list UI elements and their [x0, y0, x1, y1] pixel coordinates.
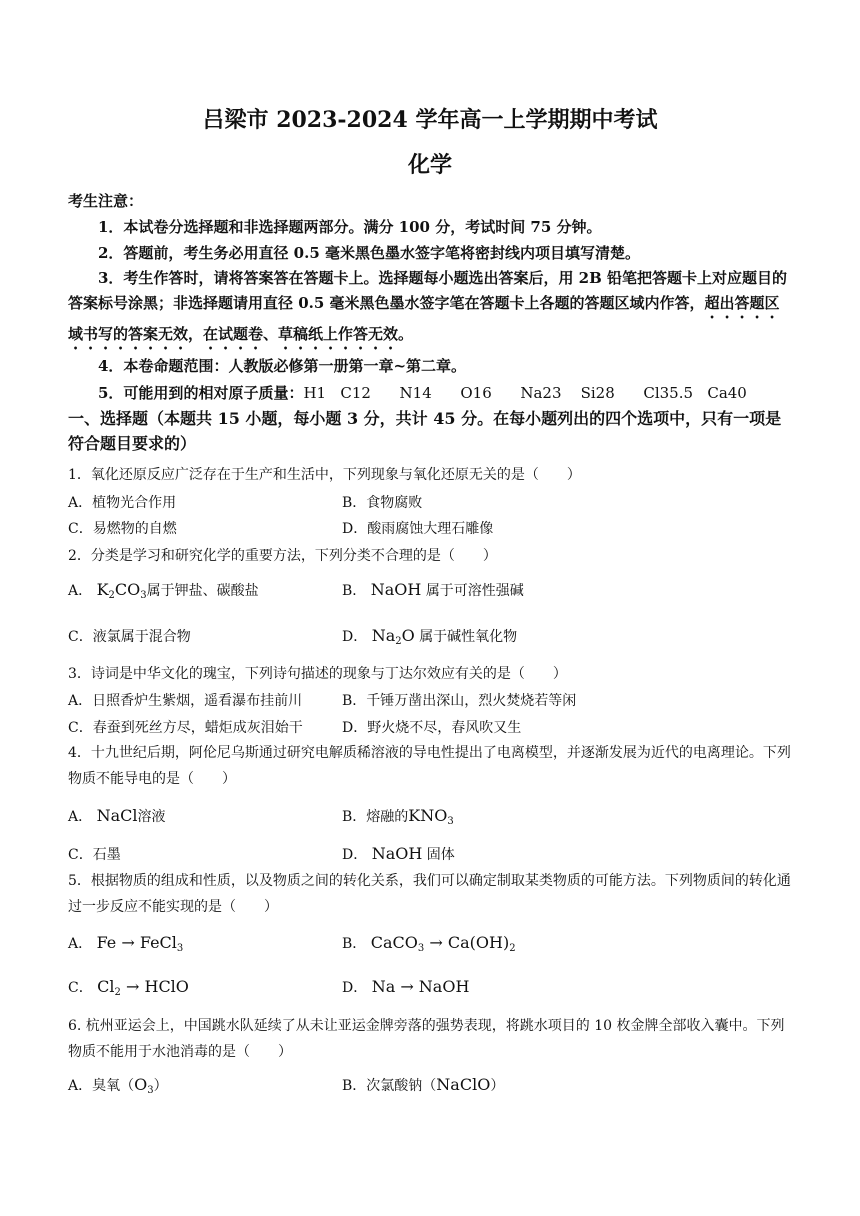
question-1-option-a: A．植物光合作用 [68, 495, 177, 511]
question-4-option-b: B．熔融的$KNO_3$ [342, 806, 454, 827]
question-3-option-a: A．日照香炉生紫烟，遥看瀑布挂前川 [68, 693, 303, 709]
question-5-stem: 5．根据物质的组成和性质，以及物质之间的转化关系，我们可以确定制取某类物质的可能方法。下列物质间的转化通过一步反应不能实现的是（ ） [68, 873, 791, 915]
question-4-option-a: A． NaCl溶液 [68, 806, 166, 825]
question-1-option-b: B．食物腐败 [342, 495, 423, 511]
question-5-option-d: D． Na → NaOH [342, 977, 470, 996]
question-2-option-b: B． NaOH 属于可溶性强碱 [342, 580, 524, 599]
notice-item-4: 4．本卷命题范围：人教版必修第一册第一章~第二章。 [98, 357, 467, 375]
question-3-option-d: D．野火烧不尽，春风吹又生 [342, 720, 522, 736]
question-6-option-a: A．臭氧$(O_3)$ [68, 1075, 168, 1096]
notice-item-5-label: 5．可能用到的相对原子质量： [98, 384, 304, 402]
question-5-option-c: C． $Cl_2$ → HClO [68, 977, 189, 998]
notice-item-5 [98, 382, 747, 403]
question-3-stem: 3．诗词是中华文化的瑰宝，下列诗句描述的现象与丁达尔效应有关的是（ ） [68, 666, 567, 682]
question-1-option-d: D．酸雨腐蚀大理石雕像 [342, 521, 494, 537]
notice-item-3-emphasis: 超出答题区域书写的答案无效，在试题卷、草稿纸上作答无效 [68, 294, 780, 343]
question-2-option-c: C．液氯属于混合物 [68, 629, 191, 645]
question-4-stem: 4．十九世纪后期，阿伦尼乌斯通过研究电解质稀溶液的导电性提出了电离模型，并逐渐发展为近代的电离理论。下列物质不能导电的是（ ） [68, 745, 791, 787]
question-4-option-d: D． NaOH 固体 [342, 844, 455, 863]
question-6-option-b: B．次氯酸钠（NaClO） [342, 1075, 505, 1094]
question-3-option-c: C．春蚕到死丝方尽，蜡炬成灰泪始干 [68, 720, 303, 736]
notice-item-3-end: 。 [398, 325, 414, 343]
question-5-option-b: B． CaCO$_3$ → $Ca(OH)_2$ [342, 933, 516, 954]
notice-item-3 [68, 266, 790, 353]
question-2-option-d: D． $Na_2O$ 属于碱性氧化物 [342, 626, 518, 647]
notice-item-1: 1．本试卷分选择题和非选择题两部分。满分 100 分，考试时间 75 分钟。 [98, 218, 602, 236]
question-2-stem: 2．分类是学习和研究化学的重要方法，下列分类不合理的是（ ） [68, 548, 497, 564]
question-4-option-c: C．石墨 [68, 847, 121, 863]
section-1-heading: 一、选择题（本题共 15 小题，每小题 3 分，共计 45 分。在每小题列出的四个选项中，只有一项是符合题目要求的） [68, 409, 782, 453]
notice-item-2: 2．答题前，考生务必用直径 0.5 毫米黑色墨水签字笔将密封线内项目填写清楚。 [98, 244, 640, 262]
exam-title: 吕梁市 2023-2024 学年高一上学期期中考试 [202, 107, 658, 133]
exam-subject: 化学 [407, 152, 452, 178]
notice-heading: 考生注意： [68, 192, 144, 210]
question-2-option-a: A． $K_2CO_3$属于钾盐、碳酸盐 [68, 580, 259, 601]
question-1-stem: 1．氧化还原反应广泛存在于生产和生活中，下列现象与氧化还原无关的是（ ） [68, 467, 581, 483]
notice-item-3-text: 3．考生作答时，请将答案答在答题卡上。选择题每小题选出答案后，用 2B 铅笔把答题卡上对应题目的答案标号涂黑；非选择题请用直径 0.5 毫米黑色墨水签字笔在答题卡上各题的答题区域内作答， [68, 269, 788, 312]
notice-item-5-values: H1 C12 N14 O16 Na23 Si28 Cl35.5 Ca40 [303, 384, 747, 402]
question-5-option-a: A． Fe → FeCl$_3$ [68, 933, 184, 954]
question-3-option-b: B．千锤万凿出深山，烈火焚烧若等闲 [342, 693, 577, 709]
question-1-option-c: C．易燃物的自燃 [68, 521, 177, 537]
question-6-stem: 6. 杭州亚运会上，中国跳水队延续了从未让亚运金牌旁落的强势表现，将跳水项目的 10 枚金牌全部收入囊中。下列物质不能用于水池消毒的是（ ） [68, 1018, 785, 1060]
